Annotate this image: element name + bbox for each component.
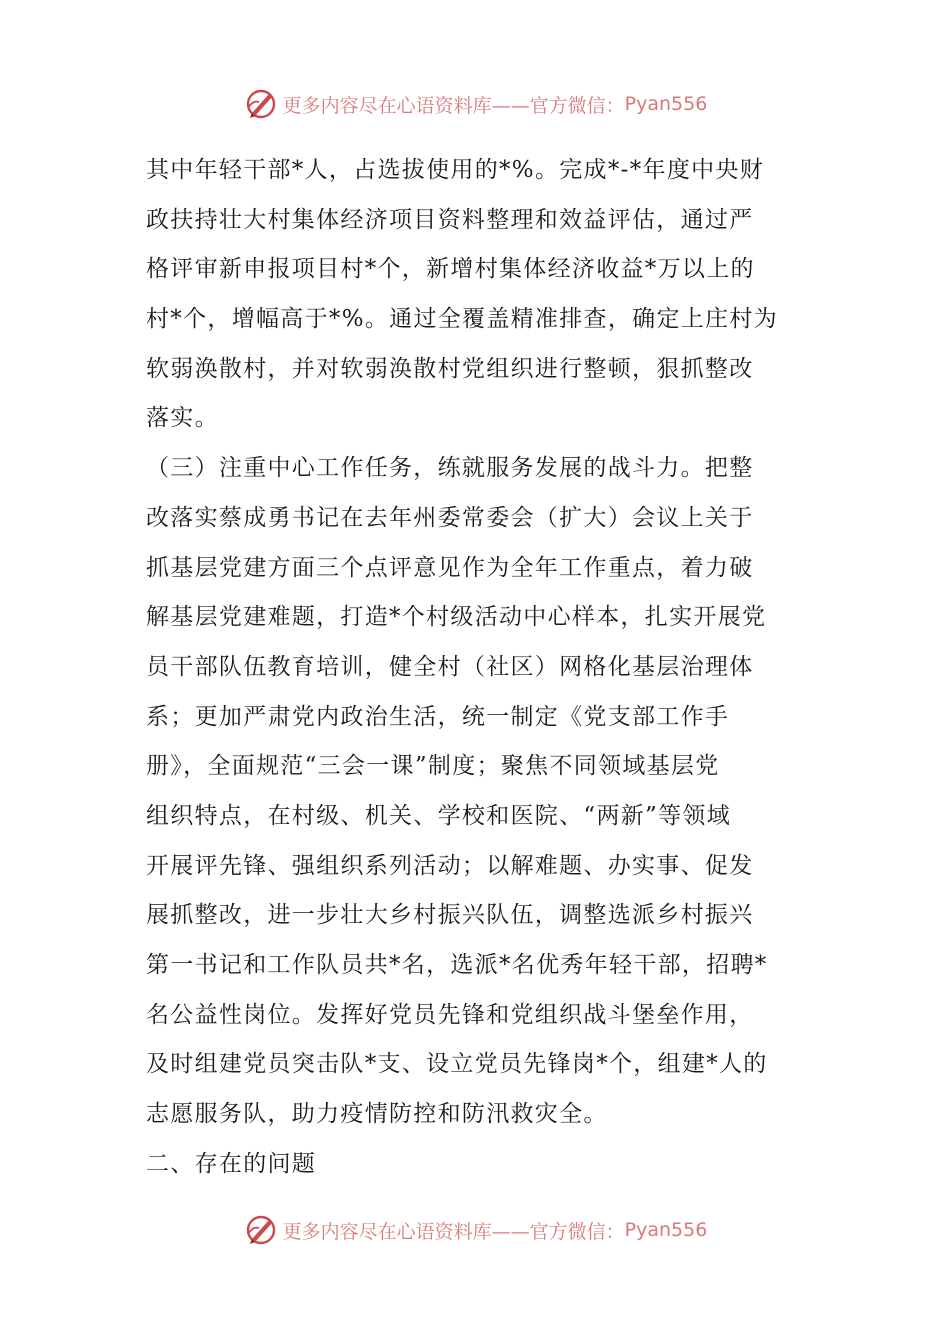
header-watermark <box>0 84 950 124</box>
body-line: 其中年轻干部*人，占选拔使用的*%。完成*-*年度中央财 <box>146 157 765 183</box>
body-line: 改落实蔡成勇书记在去年州委常委会（扩大）会议上关于 <box>146 504 754 531</box>
body-line: 及时组建党员突击队*支、设立党员先锋岗*个，组建*人的 <box>146 1051 768 1078</box>
body-line: 名公益性岗位。发挥好党员先锋和党组织战斗堡垒作用， <box>146 1001 754 1028</box>
watermark-wechat-id: Pyan556 <box>624 93 708 115</box>
body-line: 系；更加严肃党内政治生活，统一制定《党支部工作手 <box>146 703 730 730</box>
body-line: 格评审新申报项目村*个，新增村集体经济收益*万以上的 <box>146 256 755 283</box>
body-line: 抓基层党建方面三个点评意见作为全年工作重点，着力破 <box>146 554 754 581</box>
body-line: 落实。 <box>146 405 219 432</box>
body-line: 志愿服务队，助力疫情防控和防汛救灾全。 <box>146 1101 608 1128</box>
document-body <box>146 146 808 1189</box>
pen-seal-icon <box>243 1212 279 1248</box>
body-line: 第一书记和工作队员共*名，选派*名优秀年轻干部，招聘* <box>146 952 768 978</box>
pen-seal-icon <box>243 86 279 122</box>
footer-watermark <box>0 1210 950 1250</box>
watermark-text: 更多内容尽在心语资料库——官方微信： <box>282 94 625 117</box>
section-heading: （三）注重中心工作任务，练就服务发展的战斗力。把整 <box>146 455 754 482</box>
body-line: 员干部队伍教育培训，健全村（社区）网格化基层治理体 <box>146 653 754 680</box>
body-line: 组织特点，在村级、机关、学校和医院、“两新”等领域 <box>146 802 732 829</box>
watermark-wechat-id: Pyan556 <box>624 1219 708 1241</box>
watermark-text: 更多内容尽在心语资料库——官方微信： <box>282 1220 625 1243</box>
body-line: 册》，全面规范“三会一课”制度；聚焦不同领域基层党 <box>146 753 720 780</box>
body-line: 开展评先锋、强组织系列活动；以解难题、办实事、促发 <box>146 852 754 879</box>
body-line: 软弱涣散村，并对软弱涣散村党组织进行整顿，狠抓整改 <box>146 355 754 382</box>
body-line: 政扶持壮大村集体经济项目资料整理和效益评估，通过严 <box>146 206 754 233</box>
section-heading: 二、存在的问题 <box>146 1150 317 1177</box>
body-line: 村*个，增幅高于*%。通过全覆盖精准排查，确定上庄村为 <box>146 306 778 333</box>
body-line: 展抓整改，进一步壮大乡村振兴队伍，调整选派乡村振兴 <box>146 902 754 929</box>
body-line: 解基层党建难题，打造*个村级活动中心样本，扎实开展党 <box>146 604 767 631</box>
